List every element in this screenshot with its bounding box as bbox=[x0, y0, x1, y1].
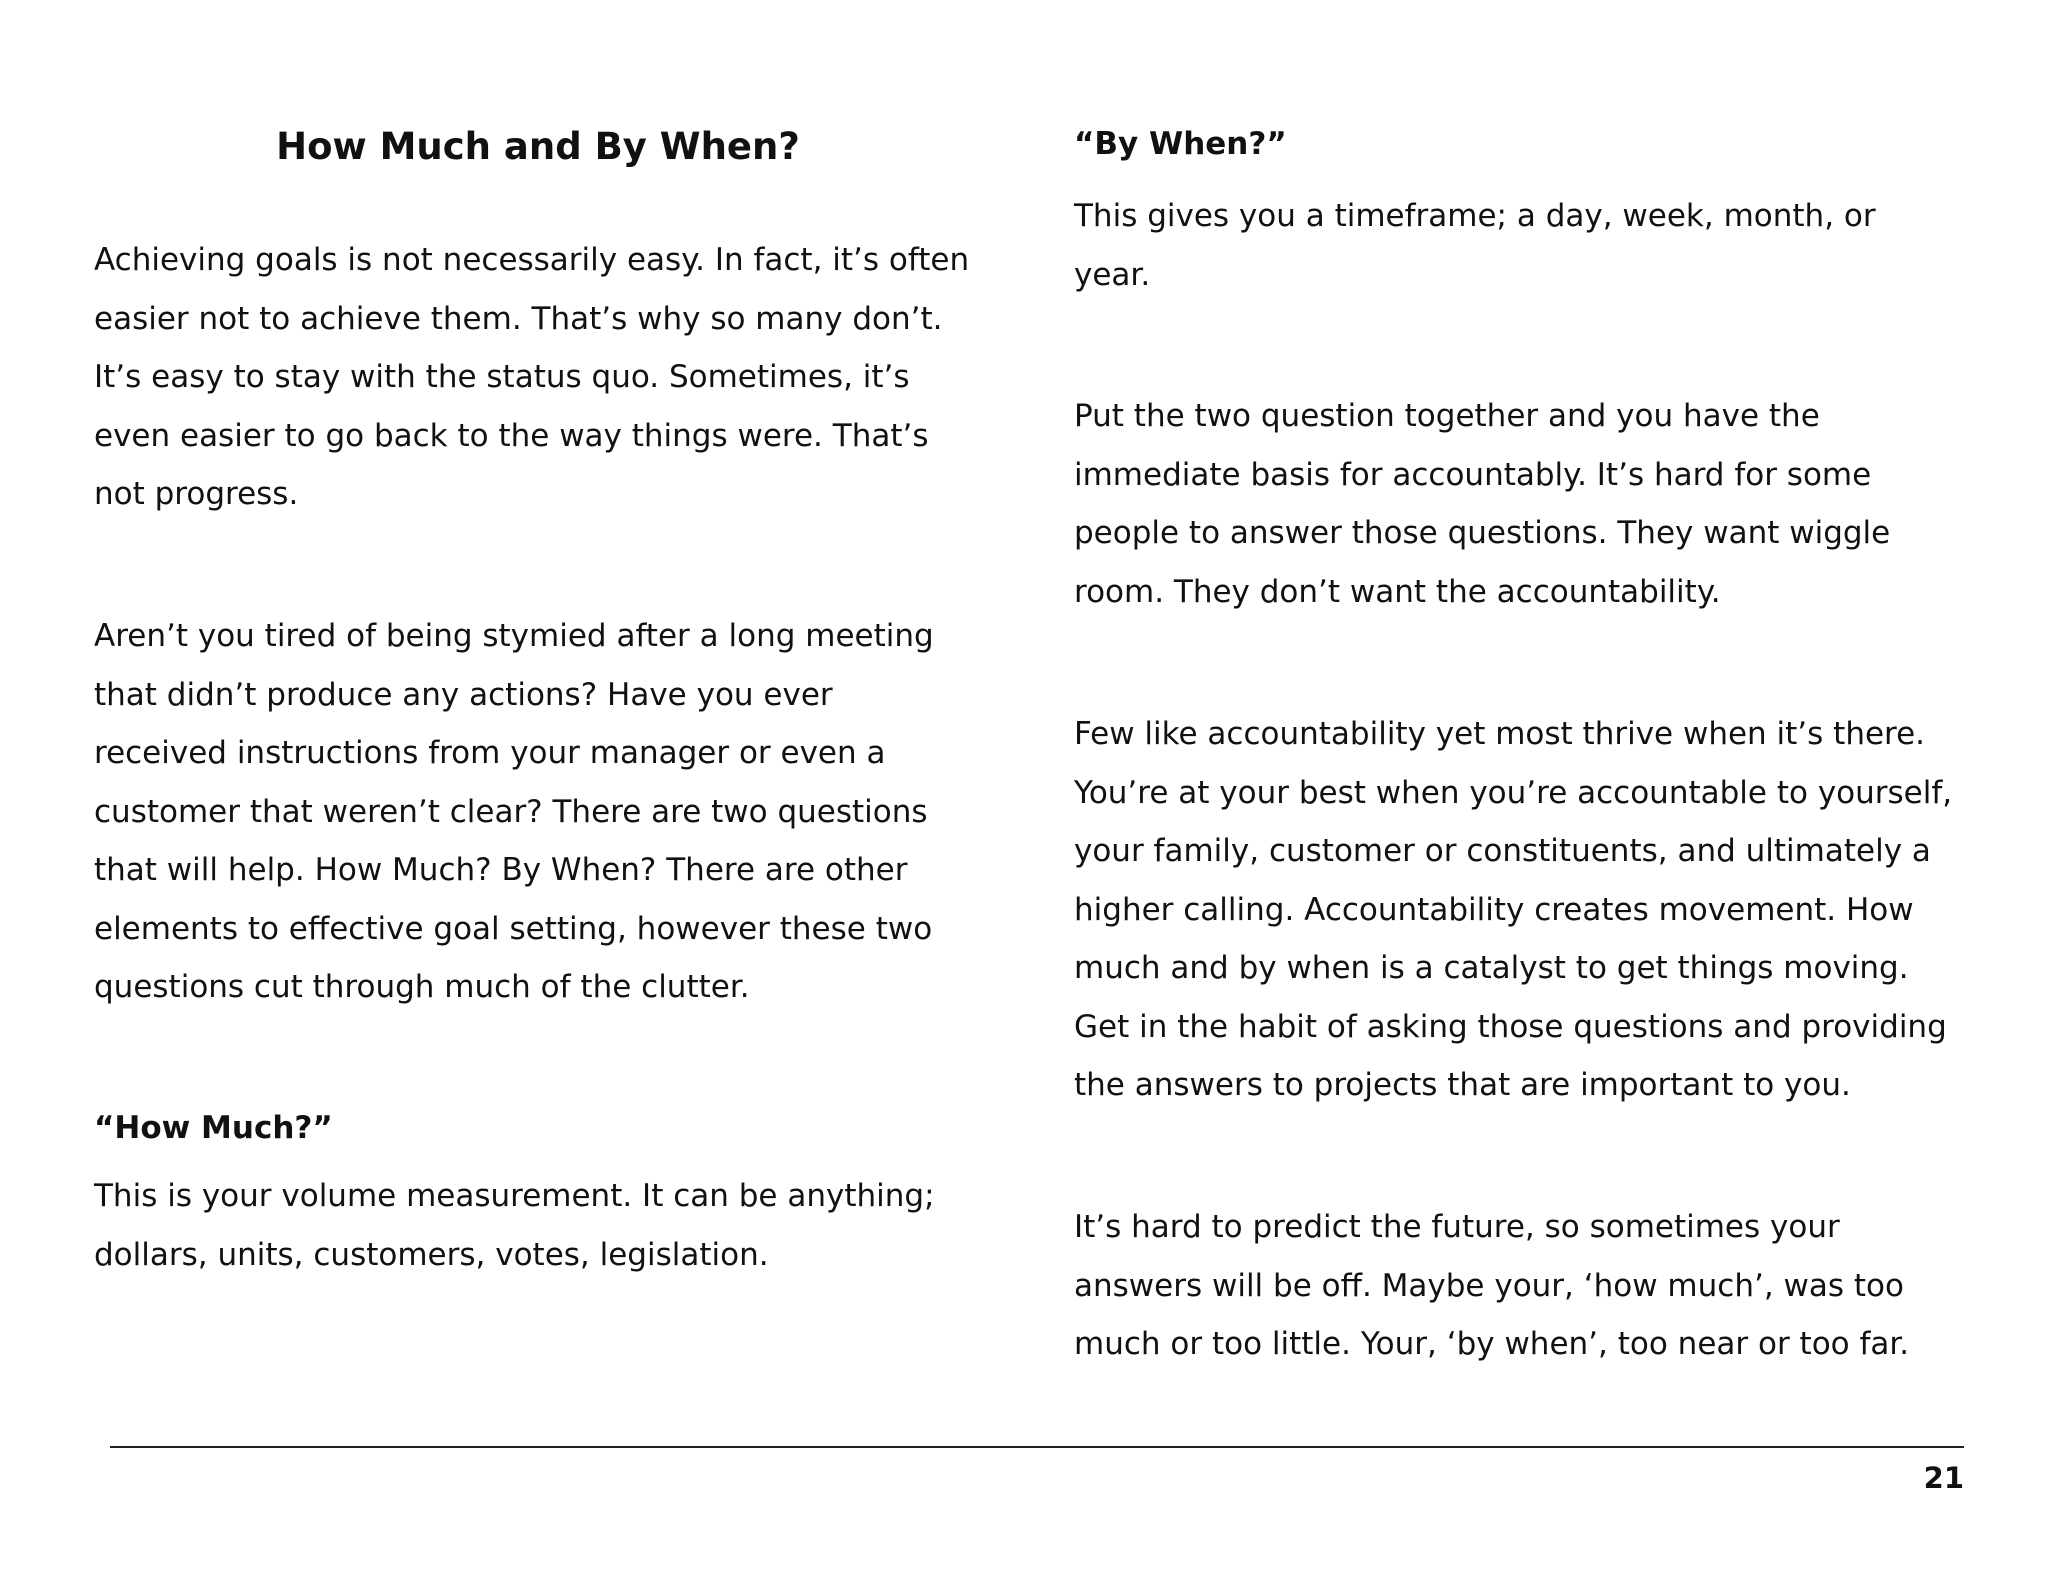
accountability-paragraph: Few like accountability yet most thrive when it’s there. You’re at your best when you’re accountable to yourself, your family, customer or constituents, and ultimately a higher calling. Accountability creates movement. How much and by when is a catalyst to get things moving. Get in the habit of asking those questions and providing the answers to projects that are important to you. bbox=[1074, 716, 1953, 1103]
page-title: How Much and By When? bbox=[276, 125, 800, 168]
footer-divider bbox=[110, 1446, 1964, 1448]
page-number: 21 bbox=[1923, 1461, 1964, 1495]
predict-future-paragraph: It’s hard to predict the future, so sometimes your answers will be off. Maybe your, ‘how much’, was too much or too little. Your, ‘by when’, too near or too far. bbox=[1074, 1209, 1910, 1362]
by-when-heading: “By When?” bbox=[1074, 126, 1287, 162]
questions-paragraph: Aren’t you tired of being stymied after a long meeting that didn’t produce any actions? Have you ever received instructions from your manager or even a customer that weren’t clear? There are two questions that will help. How Much? By When? There are other elements to effective goal setting, however these two questions cut through much of the clutter. bbox=[94, 618, 934, 1005]
by-when-paragraph: This gives you a timeframe; a day, week, month, or year. bbox=[1074, 198, 1876, 293]
how-much-heading: “How Much?” bbox=[94, 1110, 333, 1146]
intro-paragraph: Achieving goals is not necessarily easy. In fact, it’s often easier not to achieve them. That’s why so many don’t. It’s easy to stay with the status quo. Sometimes, it’s even easier to go back to the way things were. That’s not progress. bbox=[94, 242, 970, 512]
accountability-basis-paragraph: Put the two question together and you have the immediate basis for accountably. It’s hard for some people to answer those questions. They want wiggle room. They don’t want the accountability. bbox=[1074, 398, 1891, 610]
how-much-paragraph: This is your volume measurement. It can be anything; dollars, units, customers, votes, legislation. bbox=[94, 1178, 935, 1273]
